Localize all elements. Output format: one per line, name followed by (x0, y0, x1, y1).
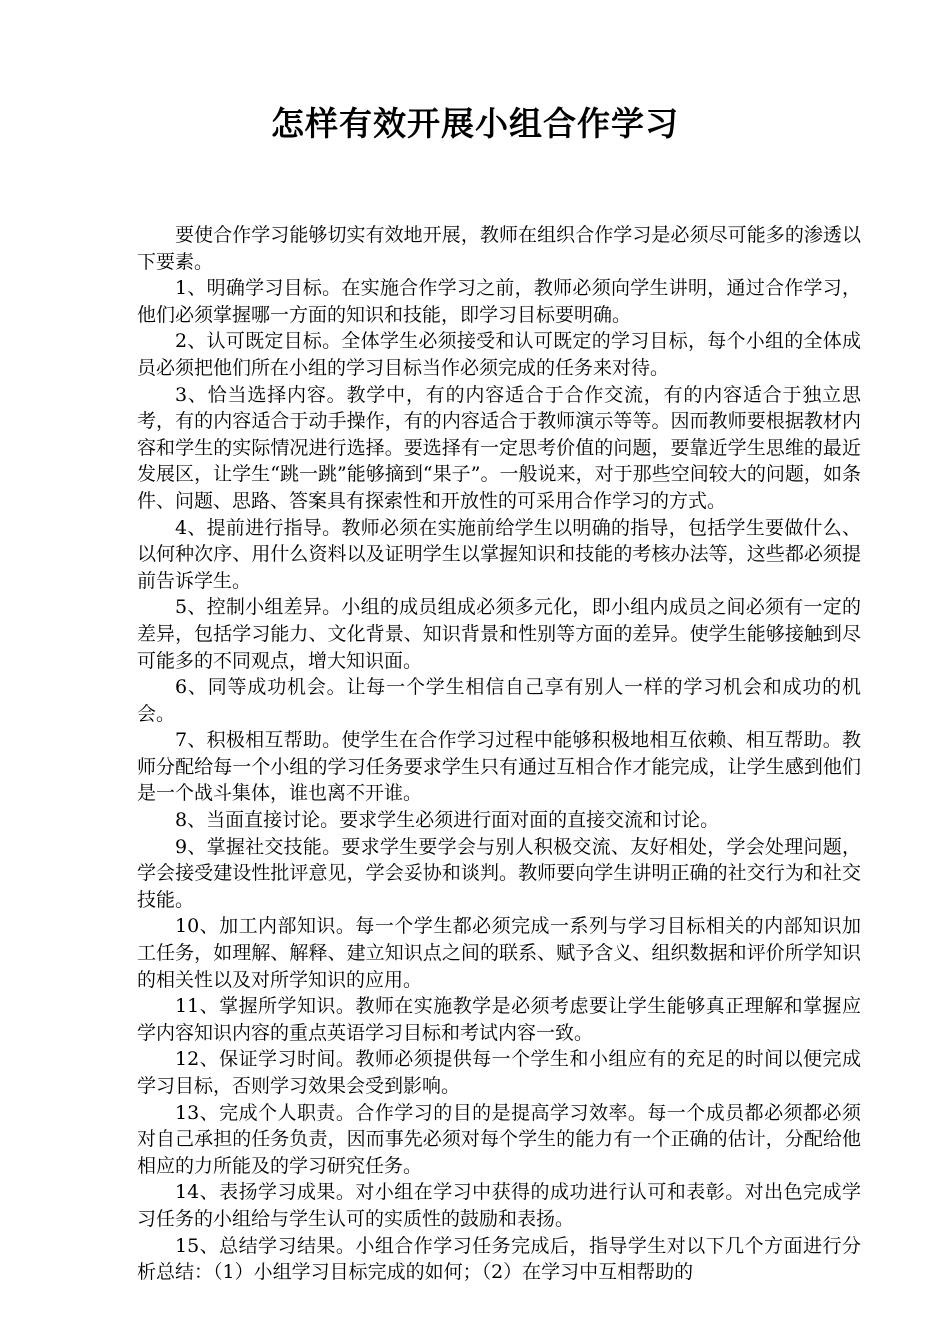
page-title: 怎样有效开展小组合作学习 (271, 104, 679, 143)
paragraph-item-15: 15、总结学习结果。小组合作学习任务完成后，指导学生对以下几个方面进行分析总结：（1）小组学习目标完成的如何；（2）在学习中互相帮助的 (137, 1234, 861, 1284)
paragraph-item-5: 5、控制小组差异。小组的成员组成必须多元化，即小组内成员之间必须有一定的差异，包括学习能力、文化背景、知识背景和性别等方面的差异。使学生能够接触到尽可能多的不同观点，增大知识面。 (137, 596, 861, 672)
paragraph-item-7: 7、积极相互帮助。使学生在合作学习过程中能够积极地相互依赖、相互帮助。教师分配给每一个小组的学习任务要求学生只有通过互相合作才能完成，让学生感到他们是一个战斗集体，谁也离不开谁。 (137, 729, 861, 805)
paragraph-item-9: 9、掌握社交技能。要求学生要学会与别人积极交流、友好相处，学会处理问题，学会接受建设性批评意见，学会妥协和谈判。教师要向学生讲明正确的社交行为和社交技能。 (137, 835, 861, 911)
paragraph-item-1: 1、明确学习目标。在实施合作学习之前，教师必须向学生讲明，通过合作学习，他们必须掌握哪一方面的知识和技能，即学习目标要明确。 (137, 277, 861, 326)
paragraph-item-4: 4、提前进行指导。教师必须在实施前给学生以明确的指导，包括学生要做什么、以何种次序、用什么资料以及证明学生以掌握知识和技能的考核办法等，这些都必须提前告诉学生。 (137, 516, 861, 592)
paragraph-item-11: 11、掌握所学知识。教师在实施教学是必须考虑要让学生能够真正理解和掌握应学内容知识内容的重点英语学习目标和考试内容一致。 (137, 995, 861, 1044)
paragraph-item-13: 13、完成个人职责。合作学习的目的是提高学习效率。每一个成员都必须都必须对自己承担的任务负责，因而事先必须对每个学生的能力有一个正确的估计，分配给他相应的力所能及的学习研究任务。 (137, 1101, 861, 1177)
intro-paragraph: 要使合作学习能够切实有效地开展，教师在组织合作学习是必须尽可能多的渗透以下要素。 (137, 224, 861, 273)
paragraph-item-8: 8、当面直接讨论。要求学生必须进行面对面的直接交流和讨论。 (175, 809, 720, 832)
paragraph-item-3: 3、恰当选择内容。教学中，有的内容适合于合作交流，有的内容适合于独立思考，有的内容适合于动手操作，有的内容适合于教师演示等等。因而教师要根据教材内容和学生的实际情况进行选择。要选择有一定思考价值的问题，要靠近学生思维的最近发展区，让学生“跳一跳”能够摘到“果子”。一般说来，对于那些空间较大的问题，如条件、问题、思路、答案具有探索性和开放性的可采用合作学习的方式。 (137, 383, 861, 512)
paragraph-item-2: 2、认可既定目标。全体学生必须接受和认可既定的学习目标，每个小组的全体成员必须把他们所在小组的学习目标当作必须完成的任务来对待。 (137, 330, 861, 379)
paragraph-item-10: 10、加工内部知识。每一个学生都必须完成一系列与学习目标相关的内部知识加工任务，如理解、解释、建立知识点之间的联系、赋予含义、组织数据和评价所学知识的相关性以及对所学知识的应用。 (137, 915, 861, 991)
paragraph-item-6: 6、同等成功机会。让每一个学生相信自己享有别人一样的学习机会和成功的机会。 (137, 676, 861, 725)
document-body (137, 222, 861, 1286)
paragraph-item-12: 12、保证学习时间。教师必须提供每一个学生和小组应有的充足的时间以便完成学习目标，否则学习效果会受到影响。 (137, 1048, 861, 1097)
paragraph-item-14: 14、表扬学习成果。对小组在学习中获得的成功进行认可和表彰。对出色完成学习任务的小组给与学生认可的实质性的鼓励和表扬。 (137, 1181, 861, 1230)
